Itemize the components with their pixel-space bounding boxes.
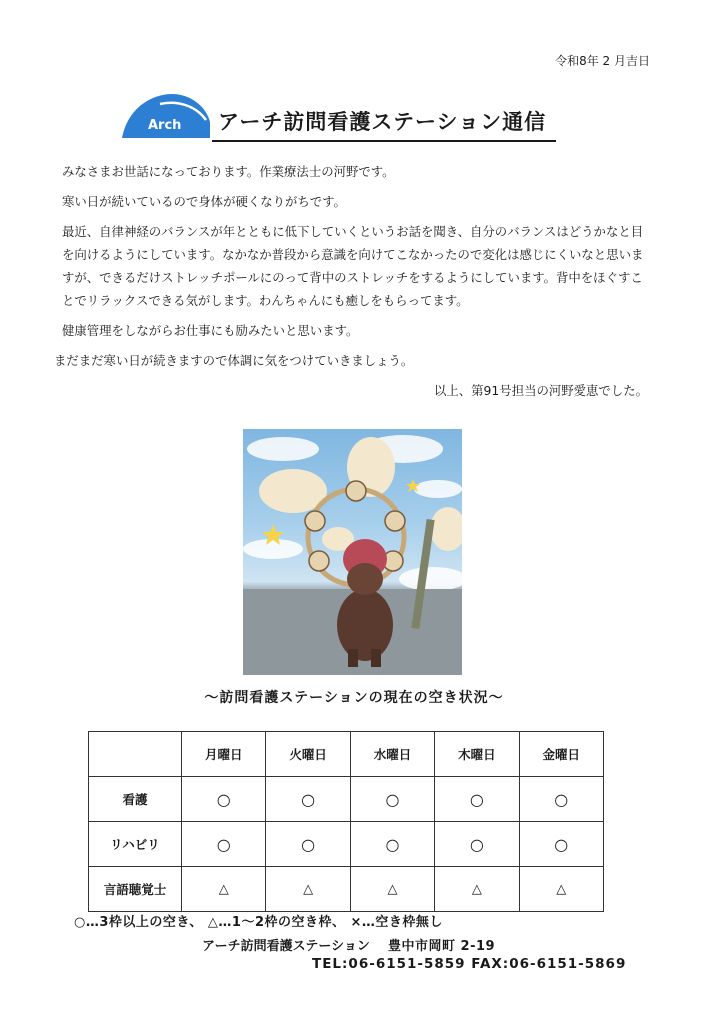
table-row — [89, 777, 604, 822]
table-cell — [350, 777, 434, 822]
table-cell — [519, 867, 603, 912]
table-cell — [435, 822, 519, 867]
table-header-cell: 月曜日 — [182, 732, 266, 777]
paragraph-1: みなさまお世話になっております。作業療法士の河野です。 — [62, 164, 395, 179]
availability-mark: △ — [387, 882, 398, 897]
row-label: 看護 — [89, 777, 182, 822]
availability-mark: △ — [303, 882, 314, 897]
page-title: アーチ訪問看護ステーション通信 — [212, 106, 556, 142]
availability-mark: ○ — [385, 834, 400, 854]
table-cell — [266, 777, 350, 822]
availability-mark: ○ — [216, 834, 231, 854]
availability-mark: △ — [218, 882, 229, 897]
table-cell — [266, 822, 350, 867]
row-label: リハビリ — [89, 822, 182, 867]
table-corner — [89, 732, 182, 777]
letter-body — [54, 160, 654, 409]
table-header-row — [89, 732, 604, 777]
arch-logo — [120, 92, 212, 138]
table-header-cell: 火曜日 — [266, 732, 350, 777]
logo-text: Arch — [148, 118, 182, 133]
availability-mark: ○ — [554, 789, 569, 809]
table-header-cell: 木曜日 — [435, 732, 519, 777]
footer-station-name: アーチ訪問看護ステーション — [202, 939, 370, 954]
table-row — [89, 822, 604, 867]
dog-photo-illustration — [243, 429, 462, 675]
table-cell — [435, 777, 519, 822]
table-cell — [519, 777, 603, 822]
table-cell — [182, 867, 266, 912]
availability-table — [88, 731, 604, 912]
availability-mark: ○ — [554, 834, 569, 854]
availability-mark: ○ — [301, 834, 316, 854]
footer-address: 豊中市岡町 2-19 — [388, 939, 496, 954]
footer-tel: TEL:06-6151-5859 FAX:06-6151-5869 — [312, 956, 627, 972]
table-row — [89, 867, 604, 912]
table-header-cell: 金曜日 — [519, 732, 603, 777]
table-cell — [182, 777, 266, 822]
table-cell — [350, 822, 434, 867]
legend: ○…3枠以上の空き、 △…1～2枠の空き枠、 ×…空き枠無し — [74, 915, 443, 930]
dog-photo — [243, 429, 462, 675]
availability-mark: ○ — [469, 789, 484, 809]
availability-mark: △ — [471, 882, 482, 897]
table-cell — [350, 867, 434, 912]
table-cell — [435, 867, 519, 912]
paragraph-2: 寒い日が続いているので身体が硬くなりがちです。 — [62, 194, 346, 209]
availability-mark: △ — [556, 882, 567, 897]
table-header-cell: 水曜日 — [350, 732, 434, 777]
paragraph-4: 健康管理をしながらお仕事にも励みたいと思います。 — [62, 323, 359, 338]
header — [120, 92, 590, 142]
table-cell — [519, 822, 603, 867]
availability-title: ～訪問看護ステーションの現在の空き状況～ — [204, 690, 504, 706]
table-cell — [266, 867, 350, 912]
table-cell — [182, 822, 266, 867]
paragraph-5: まだまだ寒い日が続きますので体調に気をつけていきましょう。 — [54, 353, 414, 368]
row-label: 言語聴覚士 — [89, 867, 182, 912]
availability-mark: ○ — [469, 834, 484, 854]
availability-mark: ○ — [385, 789, 400, 809]
signoff: 以上、第91号担当の河野愛恵でした。 — [433, 383, 648, 398]
date: 令和8年 2 月吉日 — [555, 54, 650, 68]
availability-mark: ○ — [301, 789, 316, 809]
availability-mark: ○ — [216, 789, 231, 809]
paragraph-3: 最近、自律神経のバランスが年とともに低下していくというお話を聞き、自分のバランスはどうかなと目を向けるようにしています。なかなか普段から意識を向けてこなかったので変化は感じにくいなと思いますが、できるだけストレッチポールにのって背中のストレッチをするようにしています。背中をほぐすことでリラックスできる気がします。わんちゃんにも癒しをもらってます。 — [62, 224, 644, 308]
